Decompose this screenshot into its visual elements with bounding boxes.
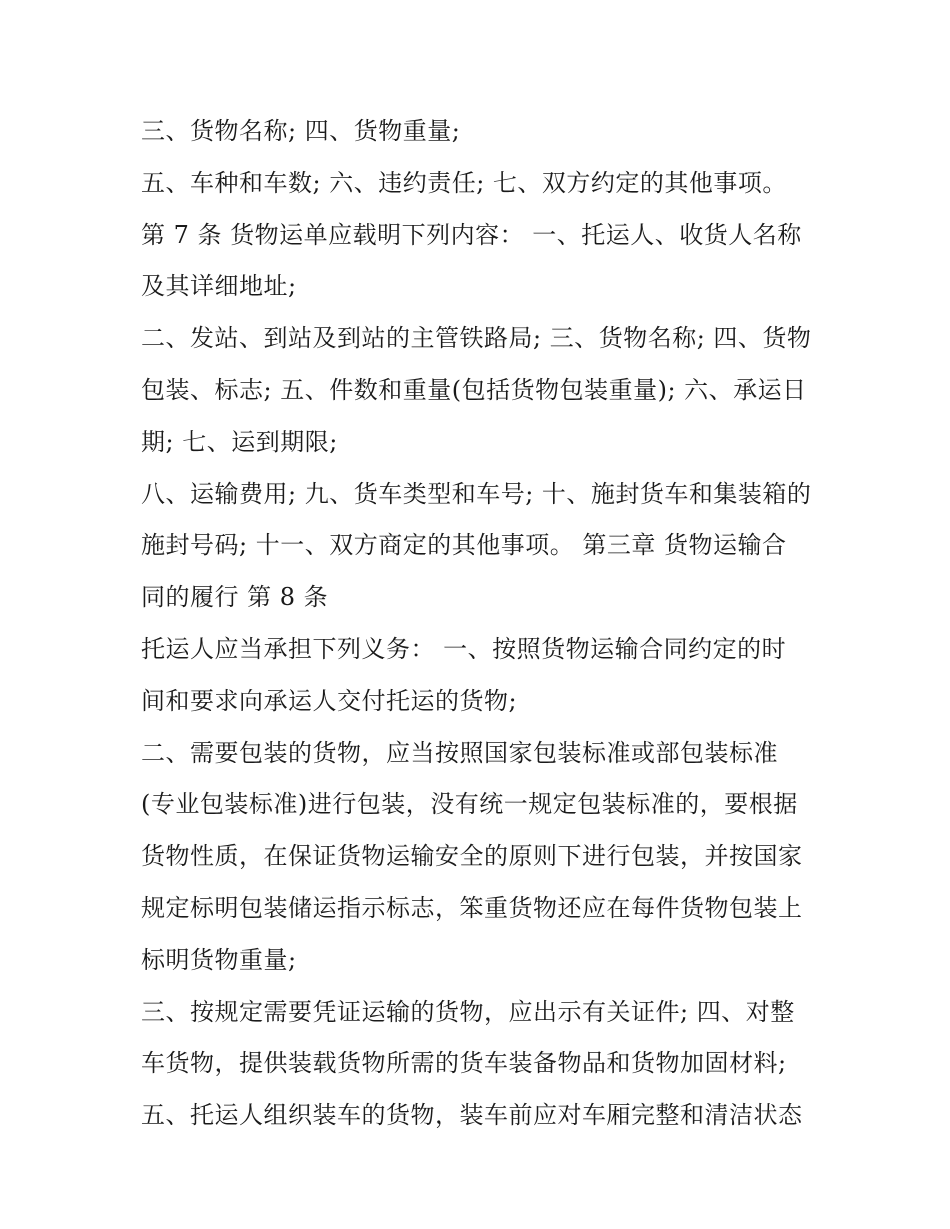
document-body [141,106,831,1142]
text-line: (专业包装标准)进行包装，没有统一规定包装标准的，要根据 [141,790,798,819]
text-line: 同的履行 第 8 条 [141,583,329,612]
text-line: 三、货物名称; 四、货物重量; [141,117,461,145]
text-line: 车货物，提供装载货物所需的货车装备物品和货物加固材料; [141,1049,787,1078]
text-line: 施封号码; 十一、双方商定的其他事项。 第三章 货物运输合 [141,531,787,560]
text-line: 五、车种和车数; 六、违约责任; 七、双方约定的其他事项。 [141,168,787,197]
text-line: 八、运输费用; 九、货车类型和车号; 十、施封货车和集装箱的 [141,479,812,508]
text-line: 二、发站、到站及到站的主管铁路局; 三、货物名称; 四、货物 [141,324,812,353]
text-line: 期; 七、运到期限; [141,427,338,456]
text-line: 二、需要包装的货物，应当按照国家包装标准或部包装标准 [141,738,778,767]
text-line: 托运人应当承担下列义务： 一、按照货物运输合同约定的时 [141,634,787,663]
text-line: 三、按规定需要凭证运输的货物，应出示有关证件; 四、对整 [141,997,795,1026]
text-line: 五、托运人组织装车的货物，装车前应对车厢完整和清洁状态 [141,1101,803,1130]
text-line: 规定标明包装储运指示标志，笨重货物还应在每件货物包装上 [141,893,803,922]
text-line: 第 7 条 货物运单应载明下列内容： 一、托运人、收货人名称 [141,220,802,249]
text-line: 间和要求向承运人交付托运的货物; [141,686,518,715]
text-line: 及其详细地址; [141,272,297,301]
text-line: 标明货物重量; [141,945,297,974]
text-line: 货物性质，在保证货物运输安全的原则下进行包装，并按国家 [141,842,803,871]
text-line: 包装、标志; 五、件数和重量(包括货物包装重量); 六、承运日 [141,375,807,404]
